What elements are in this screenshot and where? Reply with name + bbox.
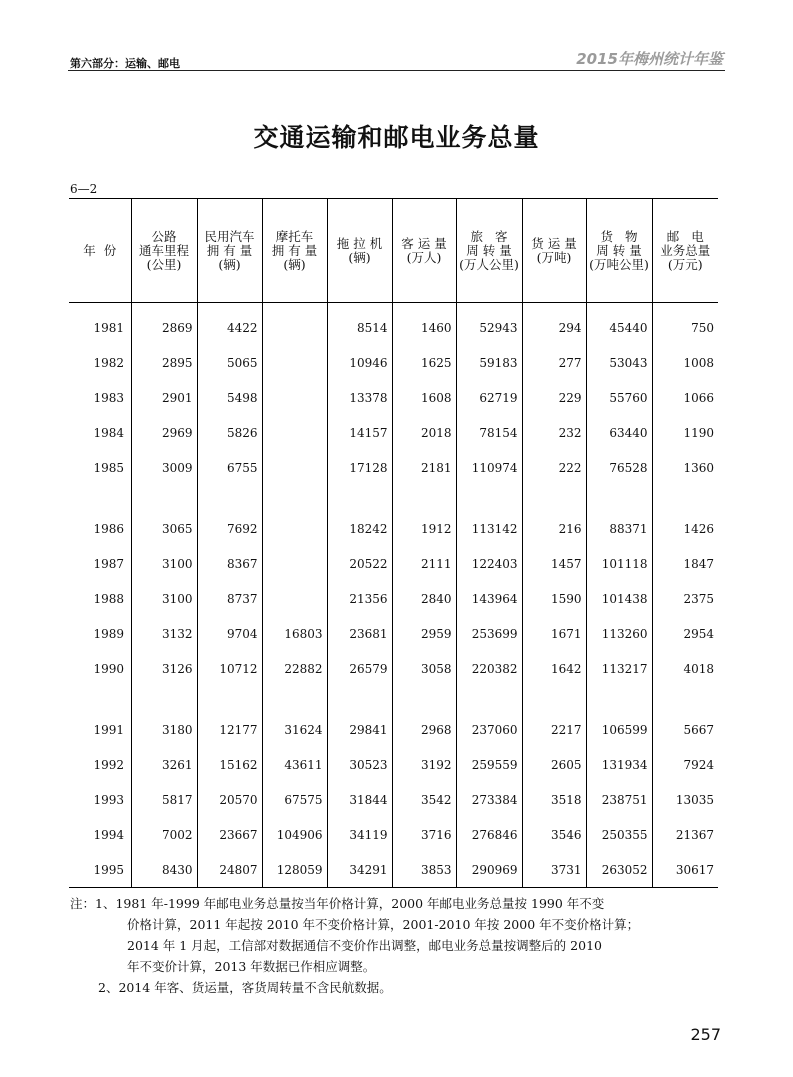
value-cell: 59183 xyxy=(456,346,522,381)
table-header xyxy=(69,199,718,303)
column-header xyxy=(456,199,522,303)
year-cell: 1982 xyxy=(93,356,125,371)
value-cell: 52943 xyxy=(456,303,522,346)
value-cell: 6755 xyxy=(197,450,262,485)
note-1-line-3: 2014 年 1 月起，工信部对数据通信不变价作出调整，邮电业务总量按调整后的 2010 xyxy=(127,938,602,953)
value-cell: 1426 xyxy=(652,512,718,547)
page-number: 257 xyxy=(690,1025,721,1044)
value-cell: 128059 xyxy=(262,852,327,887)
value-cell: 143964 xyxy=(456,582,522,617)
spacer-cell xyxy=(262,686,327,713)
value-cell: 259559 xyxy=(456,748,522,783)
spacer-cell xyxy=(262,485,327,512)
value-cell: 750 xyxy=(652,303,718,346)
value-cell: 2375 xyxy=(652,582,718,617)
value-cell: 2968 xyxy=(392,713,456,748)
value-cell: 45440 xyxy=(586,303,652,346)
value-cell: 3065 xyxy=(131,512,197,547)
value-cell: 55760 xyxy=(586,381,652,416)
spacer-cell xyxy=(652,485,718,512)
column-header xyxy=(131,199,197,303)
value-cell: 277 xyxy=(522,346,586,381)
value-cell: 3542 xyxy=(392,783,456,818)
value-cell: 263052 xyxy=(586,852,652,887)
value-cell xyxy=(262,303,327,346)
value-cell xyxy=(262,381,327,416)
value-cell: 1912 xyxy=(392,512,456,547)
column-header-label: 拖 拉 机 (辆) xyxy=(336,235,383,265)
value-cell: 7002 xyxy=(131,817,197,852)
value-cell: 1847 xyxy=(652,547,718,582)
spacer-cell xyxy=(131,485,197,512)
value-cell: 5817 xyxy=(131,783,197,818)
value-cell: 122403 xyxy=(456,547,522,582)
value-cell: 23681 xyxy=(327,616,392,651)
value-cell xyxy=(262,346,327,381)
value-cell: 26579 xyxy=(327,651,392,686)
spacer-cell xyxy=(392,485,456,512)
value-cell: 222 xyxy=(522,450,586,485)
value-cell: 2111 xyxy=(392,547,456,582)
value-cell: 14157 xyxy=(327,415,392,450)
value-cell: 20522 xyxy=(327,547,392,582)
yearbook-label: 2015年梅州统计年鉴 xyxy=(576,50,723,68)
section-label: 第六部分：运输、邮电 xyxy=(70,57,180,70)
value-cell: 253699 xyxy=(456,616,522,651)
spacer-cell xyxy=(586,485,652,512)
spacer-cell xyxy=(131,686,197,713)
value-cell: 2954 xyxy=(652,616,718,651)
table-row xyxy=(69,450,718,485)
value-cell: 31844 xyxy=(327,783,392,818)
year-cell: 1992 xyxy=(93,758,125,773)
table-row xyxy=(69,748,718,783)
table-row xyxy=(69,582,718,617)
value-cell: 13378 xyxy=(327,381,392,416)
spacer-cell xyxy=(456,686,522,713)
value-cell: 8430 xyxy=(131,852,197,887)
value-cell: 10712 xyxy=(197,651,262,686)
value-cell: 2840 xyxy=(392,582,456,617)
table-row xyxy=(69,852,718,887)
column-header-label: 货 物 周 转 量 (万吨公里) xyxy=(589,228,649,272)
group-spacer xyxy=(69,686,718,713)
value-cell: 106599 xyxy=(586,713,652,748)
value-cell: 110974 xyxy=(456,450,522,485)
value-cell: 2959 xyxy=(392,616,456,651)
value-cell: 7924 xyxy=(652,748,718,783)
value-cell: 1460 xyxy=(392,303,456,346)
value-cell: 24807 xyxy=(197,852,262,887)
year-cell: 1981 xyxy=(93,321,125,336)
note-1-line-2: 价格计算，2011 年起按 2010 年不变价格计算，2001-2010 年按 2000 年不变价格计算； xyxy=(127,917,640,932)
value-cell: 8367 xyxy=(197,547,262,582)
year-cell: 1984 xyxy=(93,425,125,440)
table-row xyxy=(69,651,718,686)
year-cell: 1990 xyxy=(93,661,125,676)
value-cell: 5826 xyxy=(197,415,262,450)
column-header-label: 公路 通车里程 (公里) xyxy=(138,228,189,272)
note-1-line-4: 年不变价计算，2013 年数据已作相应调整。 xyxy=(127,959,376,974)
value-cell: 53043 xyxy=(586,346,652,381)
value-cell: 23667 xyxy=(197,817,262,852)
year-cell: 1983 xyxy=(93,390,125,405)
value-cell: 3100 xyxy=(131,547,197,582)
value-cell: 3731 xyxy=(522,852,586,887)
value-cell: 2969 xyxy=(131,415,197,450)
year-cell: 1986 xyxy=(93,522,125,537)
value-cell: 220382 xyxy=(456,651,522,686)
spacer-cell xyxy=(327,485,392,512)
spacer-cell xyxy=(69,686,131,713)
value-cell: 113217 xyxy=(586,651,652,686)
value-cell: 131934 xyxy=(586,748,652,783)
value-cell: 229 xyxy=(522,381,586,416)
spacer-cell xyxy=(392,686,456,713)
year-cell: 1987 xyxy=(93,557,125,572)
value-cell: 2181 xyxy=(392,450,456,485)
value-cell: 290969 xyxy=(456,852,522,887)
table-row xyxy=(69,616,718,651)
value-cell: 113142 xyxy=(456,512,522,547)
spacer-cell xyxy=(652,686,718,713)
value-cell: 21356 xyxy=(327,582,392,617)
value-cell: 3546 xyxy=(522,817,586,852)
value-cell: 43611 xyxy=(262,748,327,783)
table-row xyxy=(69,783,718,818)
value-cell xyxy=(262,415,327,450)
value-cell: 1066 xyxy=(652,381,718,416)
spacer-cell xyxy=(197,686,262,713)
column-header xyxy=(586,199,652,303)
value-cell xyxy=(262,450,327,485)
table-notes xyxy=(70,893,730,998)
column-header xyxy=(197,199,262,303)
value-cell xyxy=(262,582,327,617)
value-cell: 8737 xyxy=(197,582,262,617)
value-cell: 1671 xyxy=(522,616,586,651)
year-cell: 1995 xyxy=(69,852,131,887)
table-row xyxy=(69,817,718,852)
value-cell: 3058 xyxy=(392,651,456,686)
value-cell: 101118 xyxy=(586,547,652,582)
data-table xyxy=(69,198,718,888)
value-cell: 104906 xyxy=(262,817,327,852)
value-cell: 5667 xyxy=(652,713,718,748)
group-spacer xyxy=(69,485,718,512)
value-cell: 22882 xyxy=(262,651,327,686)
table-row xyxy=(69,415,718,450)
value-cell: 62719 xyxy=(456,381,522,416)
spacer-cell xyxy=(456,485,522,512)
value-cell: 4018 xyxy=(652,651,718,686)
spacer-cell xyxy=(522,485,586,512)
year-cell: 1985 xyxy=(93,460,125,475)
value-cell: 1608 xyxy=(392,381,456,416)
value-cell: 294 xyxy=(522,303,586,346)
column-header-label: 邮 电 业务总量 (万元) xyxy=(660,228,711,272)
value-cell: 18242 xyxy=(327,512,392,547)
table-row xyxy=(69,512,718,547)
value-cell: 2018 xyxy=(392,415,456,450)
header-rule xyxy=(68,70,725,71)
column-header-label: 货 运 量 (万吨) xyxy=(531,235,577,265)
value-cell: 30523 xyxy=(327,748,392,783)
value-cell: 17128 xyxy=(327,450,392,485)
table-row xyxy=(69,713,718,748)
value-cell: 3853 xyxy=(392,852,456,887)
spacer-cell xyxy=(327,686,392,713)
value-cell: 16803 xyxy=(262,616,327,651)
value-cell: 3716 xyxy=(392,817,456,852)
value-cell: 13035 xyxy=(652,783,718,818)
column-header-label: 旅 客 周 转 量 (万人公里) xyxy=(459,228,519,272)
note-1-line-1: 注：1、1981 年-1999 年邮电业务总量按当年价格计算，2000 年邮电业务总量按 1990 年不变 xyxy=(70,896,605,911)
table-row xyxy=(69,381,718,416)
value-cell: 8514 xyxy=(327,303,392,346)
year-cell: 1993 xyxy=(93,792,125,807)
value-cell xyxy=(262,547,327,582)
value-cell: 250355 xyxy=(586,817,652,852)
value-cell xyxy=(262,512,327,547)
value-cell: 216 xyxy=(522,512,586,547)
value-cell: 2217 xyxy=(522,713,586,748)
value-cell: 29841 xyxy=(327,713,392,748)
value-cell: 276846 xyxy=(456,817,522,852)
value-cell: 113260 xyxy=(586,616,652,651)
value-cell: 273384 xyxy=(456,783,522,818)
column-header xyxy=(327,199,392,303)
value-cell: 30617 xyxy=(652,852,718,887)
value-cell: 34119 xyxy=(327,817,392,852)
value-cell: 10946 xyxy=(327,346,392,381)
value-cell: 5065 xyxy=(197,346,262,381)
column-header xyxy=(262,199,327,303)
value-cell: 3100 xyxy=(131,582,197,617)
value-cell: 1190 xyxy=(652,415,718,450)
column-header-label: 客 运 量 (万人) xyxy=(401,235,447,265)
value-cell: 76528 xyxy=(586,450,652,485)
year-cell: 1988 xyxy=(93,591,125,606)
value-cell: 238751 xyxy=(586,783,652,818)
year-cell: 1994 xyxy=(93,827,125,842)
value-cell: 88371 xyxy=(586,512,652,547)
value-cell: 237060 xyxy=(456,713,522,748)
value-cell: 63440 xyxy=(586,415,652,450)
year-cell: 1991 xyxy=(93,723,125,738)
value-cell: 5498 xyxy=(197,381,262,416)
year-cell: 1989 xyxy=(93,626,125,641)
note-2: 2、2014 年客、货运量，客货周转量不含民航数据。 xyxy=(98,980,392,995)
value-cell: 1590 xyxy=(522,582,586,617)
value-cell: 78154 xyxy=(456,415,522,450)
value-cell: 31624 xyxy=(262,713,327,748)
value-cell: 1457 xyxy=(522,547,586,582)
spacer-cell xyxy=(69,485,131,512)
value-cell: 9704 xyxy=(197,616,262,651)
spacer-cell xyxy=(522,686,586,713)
table-body xyxy=(69,303,718,888)
table-row xyxy=(69,303,718,346)
value-cell: 34291 xyxy=(327,852,392,887)
column-header xyxy=(69,199,131,303)
value-cell: 3132 xyxy=(131,616,197,651)
value-cell: 4422 xyxy=(197,303,262,346)
value-cell: 232 xyxy=(522,415,586,450)
value-cell: 3518 xyxy=(522,783,586,818)
column-header xyxy=(392,199,456,303)
value-cell: 3261 xyxy=(131,748,197,783)
value-cell: 12177 xyxy=(197,713,262,748)
value-cell: 3126 xyxy=(131,651,197,686)
table-row xyxy=(69,547,718,582)
value-cell: 2869 xyxy=(131,303,197,346)
value-cell: 20570 xyxy=(197,783,262,818)
column-header xyxy=(522,199,586,303)
value-cell: 3009 xyxy=(131,450,197,485)
value-cell: 2605 xyxy=(522,748,586,783)
column-header-label: 民用汽车 拥 有 量 (辆) xyxy=(204,228,255,272)
column-header xyxy=(652,199,718,303)
value-cell: 1008 xyxy=(652,346,718,381)
page-title: 交通运输和邮电业务总量 xyxy=(253,123,540,152)
value-cell: 2895 xyxy=(131,346,197,381)
value-cell: 1642 xyxy=(522,651,586,686)
column-header-label: 年 份 xyxy=(83,242,117,258)
value-cell: 67575 xyxy=(262,783,327,818)
table-row xyxy=(69,346,718,381)
value-cell: 7692 xyxy=(197,512,262,547)
spacer-cell xyxy=(197,485,262,512)
value-cell: 1625 xyxy=(392,346,456,381)
value-cell: 1360 xyxy=(652,450,718,485)
value-cell: 2901 xyxy=(131,381,197,416)
value-cell: 3180 xyxy=(131,713,197,748)
value-cell: 101438 xyxy=(586,582,652,617)
value-cell: 15162 xyxy=(197,748,262,783)
spacer-cell xyxy=(586,686,652,713)
value-cell: 3192 xyxy=(392,748,456,783)
column-header-label: 摩托车 拥 有 量 (辆) xyxy=(271,228,318,272)
value-cell: 21367 xyxy=(652,817,718,852)
table-number: 6—2 xyxy=(70,182,98,196)
